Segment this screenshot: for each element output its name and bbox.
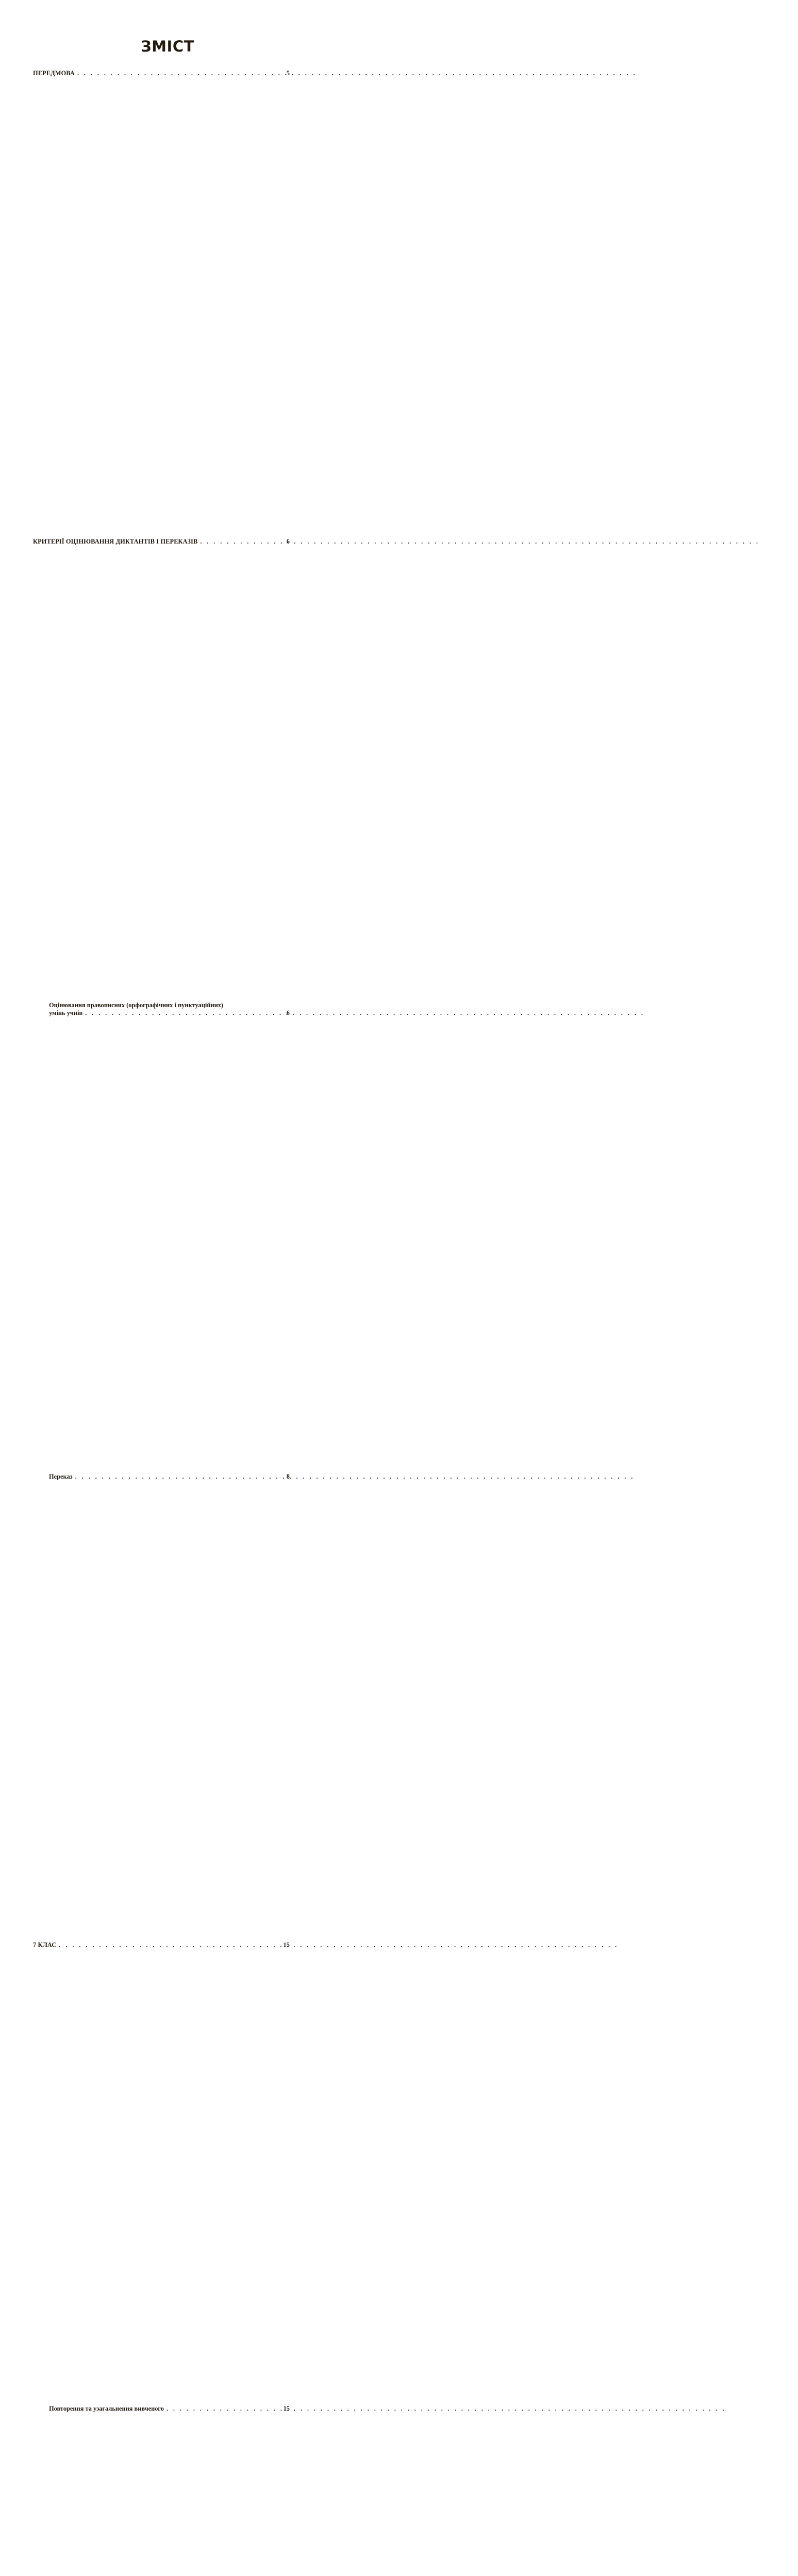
toc-entry-label-line: Оцінювання правописних (орфографічних і пунктуаційних): [49, 1002, 224, 1009]
dot-leader: [77, 70, 277, 77]
toc-entry-leader-row: [49, 1009, 290, 1473]
toc-page: [0, 0, 335, 2412]
dot-leader: [85, 1009, 277, 1017]
toc-entry-leader-row: [33, 538, 290, 1002]
toc-entry-leader-row: [49, 1473, 290, 1937]
toc-entry[interactable]: [33, 70, 290, 533]
toc-entry-leader-row: [49, 2405, 290, 2576]
dot-leader: [59, 1941, 277, 1949]
toc-page-number: 15: [283, 1941, 290, 1948]
page-title: ЗМІСТ: [141, 38, 194, 55]
dot-leader: [75, 1473, 277, 1481]
dot-leader: [167, 2405, 277, 2413]
toc-entry[interactable]: [33, 538, 290, 1002]
dot-leader: [200, 538, 277, 546]
toc-entry-label: КРИТЕРІЇ ОЦІНЮВАННЯ ДИКТАНТІВ І ПЕРЕКАЗІВ: [33, 538, 198, 545]
toc-page-number: 15: [283, 2404, 290, 2412]
toc-page-number: 6: [286, 1009, 290, 1016]
toc-entry[interactable]: [49, 1002, 290, 1473]
toc-entry[interactable]: [49, 2405, 290, 2576]
toc-entry-leader-row: [33, 1941, 290, 2405]
toc-entry-label: Переказ: [49, 1472, 73, 1480]
toc-entry[interactable]: [49, 1473, 290, 1937]
toc-entry-leader-row: [33, 70, 290, 533]
toc-page-number: 8: [286, 1472, 290, 1480]
toc-page-number: 6: [286, 538, 290, 545]
toc-entry-label: 7 КЛАС: [33, 1941, 57, 1948]
table-of-contents: [0, 70, 335, 2576]
toc-entry-label: умінь учнів: [49, 1009, 83, 1016]
toc-page-number: 5: [286, 70, 290, 77]
toc-entry-label: ПЕРЕДМОВА: [33, 70, 75, 77]
toc-entry-label: Повторення та узагальнення вивченого: [49, 2404, 164, 2412]
toc-entry[interactable]: [33, 1941, 290, 2405]
